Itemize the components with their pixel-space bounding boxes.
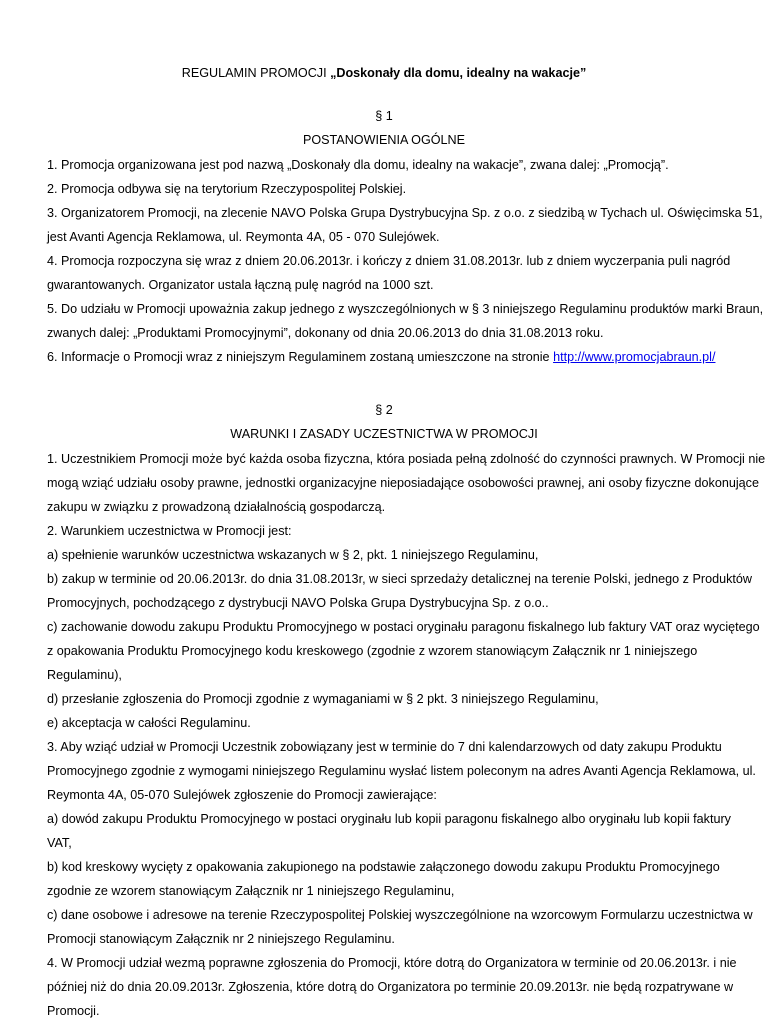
paragraph-text: 5. Do udziału w Promocji upoważnia zakup jednego z wyszczególnionych w § 3 niniejszego Regulaminu produktów marki Braun, xyxy=(47,302,764,316)
paragraph-line xyxy=(47,205,763,221)
paragraph-text: 2. Warunkiem uczestnictwa w Promocji jest: xyxy=(47,524,292,538)
paragraph-text: zwanych dalej: „Produktami Promocyjnymi”, dokonany od dnia 20.06.2013 do dnia 31.08.2013 roku. xyxy=(47,326,604,340)
document-title xyxy=(0,65,768,81)
paragraph-line xyxy=(47,325,747,341)
paragraph-line xyxy=(47,811,747,827)
paragraph-line xyxy=(47,739,747,755)
paragraph-line xyxy=(47,667,747,683)
promotion-website-link[interactable]: http://www.promocjabraun.pl/ xyxy=(553,350,716,364)
paragraph-text: b) kod kreskowy wycięty z opakowania zakupionego na podstawie załączonego dowodu zakupu Produktu Promocyjnego xyxy=(47,860,720,874)
paragraph-text: mogą wziąć udziału osoby prawne, jednostki organizacyjne nieposiadające osobowości prawnej, ani osoby fizyczne dokonujące xyxy=(47,476,759,490)
paragraph-text: 6. Informacje o Promocji wraz z niniejszym Regulaminem zostaną umieszczone na stronie xyxy=(47,350,554,364)
paragraph-text: zgodnie ze wzorem stanowiącym Załącznik nr 1 niniejszego Regulaminu, xyxy=(47,884,455,898)
paragraph-line xyxy=(47,547,747,563)
paragraph-line xyxy=(47,955,747,971)
paragraph-line xyxy=(47,619,760,635)
paragraph-line xyxy=(47,499,747,515)
paragraph-text: c) dane osobowe i adresowe na terenie Rzeczypospolitej Polskiej wyszczególnione na wzorcowym Formularzu uczestnictwa w xyxy=(47,908,753,922)
paragraph-line xyxy=(47,181,747,197)
paragraph-text: zakupu w związku z prowadzoną działalnością gospodarczą. xyxy=(47,500,386,514)
paragraph-line xyxy=(47,763,756,779)
paragraph-line xyxy=(47,691,747,707)
paragraph-line xyxy=(47,157,747,173)
paragraph-line xyxy=(47,643,747,659)
paragraph-text: e) akceptacja w całości Regulaminu. xyxy=(47,716,251,730)
section-number: § 2 xyxy=(375,403,393,417)
paragraph-line xyxy=(47,229,747,245)
paragraph-line xyxy=(47,979,747,995)
document-title-name: „Doskonały dla domu, idealny na wakacje” xyxy=(330,66,587,80)
paragraph-line xyxy=(47,349,747,365)
paragraph-line xyxy=(47,451,766,467)
paragraph-line xyxy=(47,571,752,587)
paragraph-text: 1. Promocja organizowana jest pod nazwą „Doskonały dla domu, idealny na wakacje”, zwana dalej: „Promocją”. xyxy=(47,158,669,172)
paragraph-text: Reymonta 4A, 05-070 Sulejówek zgłoszenie do Promocji zawierające: xyxy=(47,788,437,802)
paragraph-line xyxy=(47,835,747,851)
document-title-prefix: REGULAMIN PROMOCJI xyxy=(181,66,331,80)
paragraph-text: 2. Promocja odbywa się na terytorium Rzeczypospolitej Polskiej. xyxy=(47,182,407,196)
paragraph-line xyxy=(47,931,747,947)
paragraph-text: Promocji stanowiącym Załącznik nr 2 niniejszego Regulaminu. xyxy=(47,932,395,946)
paragraph-line xyxy=(47,253,747,269)
paragraph-line xyxy=(47,883,747,899)
paragraph-text: jest Avanti Agencja Reklamowa, ul. Reymonta 4A, 05 - 070 Sulejówek. xyxy=(47,230,440,244)
paragraph-text: Promocyjnego zgodnie z wymogami niniejszego Regulaminu wysłać listem poleconym na adres Avanti Agencja Reklamowa, ul. xyxy=(47,764,756,778)
paragraph-text: 4. Promocja rozpoczyna się wraz z dniem 20.06.2013r. i kończy z dniem 31.08.2013r. lub z dniem wyczerpania puli nagród xyxy=(47,254,731,268)
paragraph-text: VAT, xyxy=(47,836,72,850)
paragraph-line xyxy=(47,787,747,803)
paragraph-line xyxy=(47,1003,747,1019)
paragraph-text: a) dowód zakupu Produktu Promocyjnego w postaci oryginału lub kopii paragonu fiskalnego albo oryginału lub kopii faktury xyxy=(47,812,731,826)
paragraph-line xyxy=(47,301,764,317)
paragraph-line xyxy=(47,907,753,923)
paragraph-line xyxy=(47,277,747,293)
paragraph-line xyxy=(47,859,747,875)
paragraph-text: gwarantowanych. Organizator ustala łączną pulę nagród na 1000 szt. xyxy=(47,278,434,292)
paragraph-text: Promocyjnych, pochodzącego z dystrybucji NAVO Polska Grupa Dystrybucyjna Sp. z o.o.. xyxy=(47,596,549,610)
paragraph-line xyxy=(47,475,759,491)
paragraph-line xyxy=(47,595,747,611)
paragraph-text: 3. Organizatorem Promocji, na zlecenie NAVO Polska Grupa Dystrybucyjna Sp. z o.o. z siedzibą w Tychach ul. Oświęcimska 51, xyxy=(47,206,763,220)
paragraph-text: c) zachowanie dowodu zakupu Produktu Promocyjnego w postaci oryginału paragonu fiskalnego lub faktury VAT oraz wyciętego xyxy=(47,620,760,634)
paragraph-line xyxy=(47,715,747,731)
paragraph-text: b) zakup w terminie od 20.06.2013r. do dnia 31.08.2013r, w sieci sprzedaży detalicznej na terenie Polski, jednego z Produktów xyxy=(47,572,752,586)
paragraph-line xyxy=(47,523,747,539)
paragraph-text: Regulaminu), xyxy=(47,668,122,682)
section-heading: POSTANOWIENIA OGÓLNE xyxy=(302,133,466,147)
paragraph-text: d) przesłanie zgłoszenia do Promocji zgodnie z wymaganiami w § 2 pkt. 3 niniejszego Regulaminu, xyxy=(47,692,599,706)
paragraph-text: później niż do dnia 20.09.2013r. Zgłoszenia, które dotrą do Organizatora po terminie 20.09.2013r. nie będą rozpatrywane w xyxy=(47,980,734,994)
paragraph-text: z opakowania Produktu Promocyjnego kodu kreskowego (zgodnie z wzorem stanowiącym Załącznik nr 1 niniejszego xyxy=(47,644,698,658)
section-number: § 1 xyxy=(375,109,393,123)
paragraph-text: 4. W Promocji udział wezmą poprawne zgłoszenia do Promocji, które dotrą do Organizatora w terminie od 20.06.2013r. i nie xyxy=(47,956,737,970)
paragraph-text: a) spełnienie warunków uczestnictwa wskazanych w § 2, pkt. 1 niniejszego Regulaminu, xyxy=(47,548,539,562)
paragraph-text: 1. Uczestnikiem Promocji może być każda osoba fizyczna, która posiada pełną zdolność do czynności prawnych. W Promocji nie xyxy=(47,452,766,466)
paragraph-text: Promocji. xyxy=(47,1004,100,1018)
section-heading: WARUNKI I ZASADY UCZESTNICTWA W PROMOCJI xyxy=(230,427,538,441)
paragraph-text: 3. Aby wziąć udział w Promocji Uczestnik zobowiązany jest w terminie do 7 dni kalendarzowych od daty zakupu Produktu xyxy=(47,740,722,754)
